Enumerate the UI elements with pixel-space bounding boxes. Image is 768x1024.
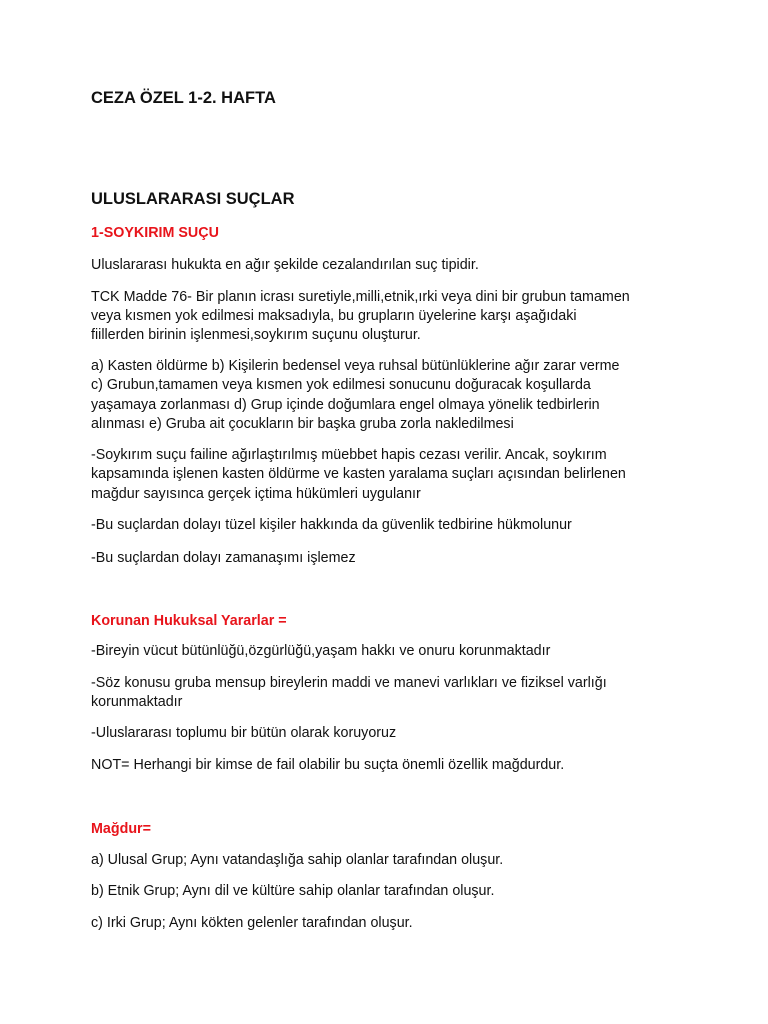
paragraph-3-line-3: yaşamaya zorlanması d) Grup içinde doğumlara engel olmaya yönelik tedbirlerin [91, 397, 600, 413]
paragraph-5: -Bu suçlardan dolayı tüzel kişiler hakkında da güvenlik tedbirine hükmolunur [91, 517, 572, 533]
paragraph-3-line-1: a) Kasten öldürme b) Kişilerin bedensel veya ruhsal bütünlüklerine ağır zarar verme [91, 358, 620, 374]
paragraph-4-line-2: kapsamında işlenen kasten öldürme ve kasten yaralama suçları açısından belirlenen [91, 466, 626, 482]
paragraph-12: b) Etnik Grup; Aynı dil ve kültüre sahip olanlar tarafından oluşur. [91, 883, 495, 899]
section-heading: ULUSLARARASI SUÇLAR [91, 190, 295, 208]
document-title: CEZA ÖZEL 1-2. HAFTA [91, 89, 276, 107]
paragraph-2-line-3: fiillerden birinin işlenmesi,soykırım suçunu oluşturur. [91, 327, 421, 343]
paragraph-4-line-3: mağdur sayısınca gerçek içtima hükümleri uygulanır [91, 486, 421, 502]
paragraph-8-line-1: -Söz konusu gruba mensup bireylerin maddi ve manevi varlıkları ve fiziksel varlığı [91, 675, 607, 691]
paragraph-13: c) Irki Grup; Aynı kökten gelenler tarafından oluşur. [91, 915, 413, 931]
subheading-magdur: Mağdur= [91, 821, 151, 837]
subheading-korunan-hukuksal-yararlar: Korunan Hukuksal Yararlar = [91, 613, 287, 629]
paragraph-2-line-1: TCK Madde 76- Bir planın icrası suretiyle,milli,etnik,ırki veya dini bir grubun tamamen [91, 289, 630, 305]
paragraph-7: -Bireyin vücut bütünlüğü,özgürlüğü,yaşam hakkı ve onuru korunmaktadır [91, 643, 551, 659]
paragraph-4-line-1: -Soykırım suçu failine ağırlaştırılmış müebbet hapis cezası verilir. Ancak, soykırım [91, 447, 607, 463]
paragraph-3-line-2: c) Grubun,tamamen veya kısmen yok edilmesi sonucunu doğuracak koşullarda [91, 377, 591, 393]
subheading-soykirim: 1-SOYKIRIM SUÇU [91, 225, 219, 241]
paragraph-10-note: NOT= Herhangi bir kimse de fail olabilir bu suçta önemli özellik mağdurdur. [91, 757, 565, 773]
paragraph-6: -Bu suçlardan dolayı zamanaşımı işlemez [91, 550, 356, 566]
paragraph-2-line-2: veya kısmen yok edilmesi maksadıyla, bu grupların üyelerine karşı aşağıdaki [91, 308, 577, 324]
paragraph-1: Uluslararası hukukta en ağır şekilde cezalandırılan suç tipidir. [91, 257, 479, 273]
paragraph-8-line-2: korunmaktadır [91, 694, 183, 710]
paragraph-3-line-4: alınması e) Gruba ait çocukların bir başka gruba zorla nakledilmesi [91, 416, 514, 432]
paragraph-9: -Uluslararası toplumu bir bütün olarak koruyoruz [91, 725, 397, 741]
paragraph-11: a) Ulusal Grup; Aynı vatandaşlığa sahip olanlar tarafından oluşur. [91, 852, 504, 868]
